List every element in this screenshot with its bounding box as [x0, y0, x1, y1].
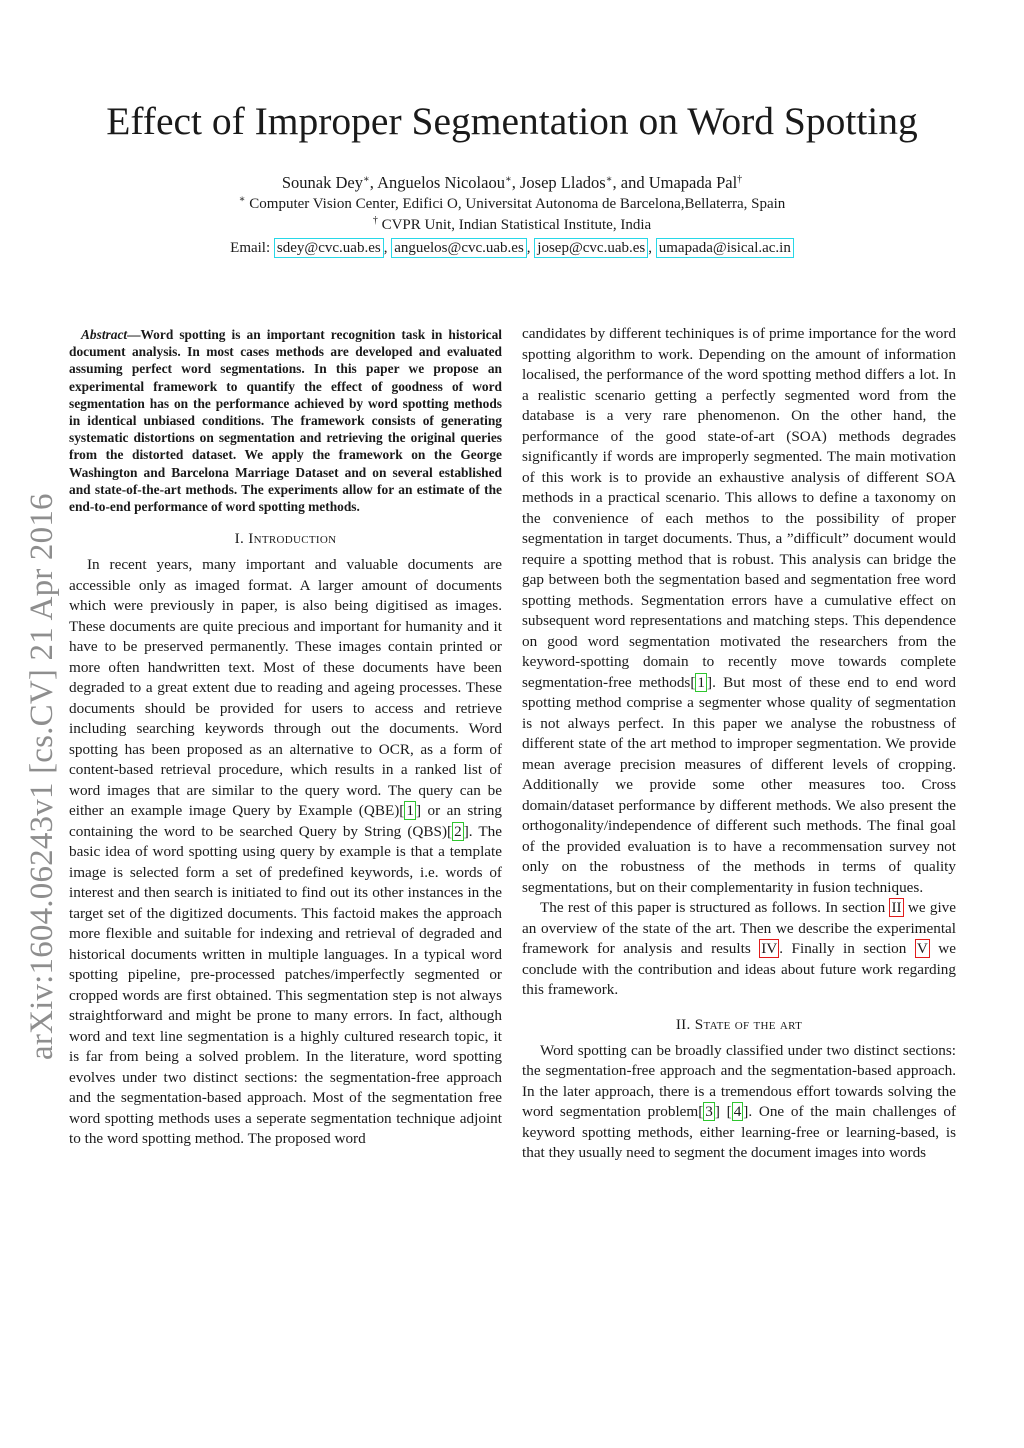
email-link[interactable]: umapada@isical.ac.in	[656, 238, 794, 258]
section-reference-link[interactable]: IV	[761, 940, 778, 957]
paragraph-text: we conclude with the contribution and ideas about future work regarding this framework.	[522, 940, 956, 998]
paragraph-text: In recent years, many important and valuable documents are accessible only as imaged format. A larger amount of documents which were previously in paper, is also being digitised as images. These documents are quite precious and important for humanity and it have to be preserved permanently. These images contain printed or more often handwritten text. Most of these documents have been degraded to a great extent due to reading and ageing processes. These documents should be provided for users to access and retrieve including searching keywords through out the documents. Word spotting has been proposed as an alternative to OCR, as a form of content-based retrieval procedure, which results in a ranked list of word images that are similar to the query word. The query can be either an example image Query by Example (QBE)	[69, 556, 502, 820]
section-heading-introduction: I. Introduction	[234, 530, 337, 548]
abstract-text: Word spotting is an important recognition task in historical document analysis. In most cases methods are developed and evaluated assuming perfect word segmentations. In this paper we propose an experimental framework to quantify the effect of goodness of word segmentation has on the performance achieved by word spotting methods in identical unbiased conditions. The framework consists of generating systematic distortions on segmentation and retrieving the original queries from the distorted dataset. We apply the framework on the George Washington and Barcelona Marriage Dataset and on several established and state-of-the-art methods. The experiments allow for an estimate of the end-to-end performance of word spotting methods.	[69, 327, 502, 515]
arxiv-identifier: arXiv:1604.06243v1 [cs.CV] 21 Apr 2016	[24, 493, 60, 1060]
author-separator: , and	[612, 173, 649, 192]
paragraph-text	[720, 1103, 727, 1120]
paragraph-text: candidates by different techiniques is of prime importance for the word spotting algorithm to work. Depending on the amount of information localised, the performance of the word spotting method differs a lot. In a realistic scenario getting a perfectly segmented word from the database is a very rare phenomenon. On the other hand, the performance of the good state-of-art (SOA) methods degrades significantly if words are improperly segmented. The main motivation of this work is to provide an exhaustive analysis of different SOA methods in a practical scenario. This allows to define a taxonomy on the convenience of each methos to the possibility of proper segmentation in target documents. Thus, a ”difficult” document would require a spotting method that is robust. This analysis can bridge the gap between both the segmentation based and segmentation free word spotting methods. Segmentation errors have a cumulative effect on subsequent word representations and matching steps. This dependence on good word segmentation motivated the researchers from the keyword-spotting domain to recently move towards complete segmentation-free methods	[522, 325, 956, 691]
paragraph-text: Word spotting can be broadly classified under two distinct sections: the segmentation-free approach and the segmentation-based approach. In the later approach, there is a tremendous effort towards solving the word segmentation problem	[522, 1041, 956, 1120]
intro-paragraph: In recent years, many important and valuable documents are accessible only as imaged format. A larger amount of documents which were previously in paper, is also being digitised as images. These documents are quite precious and important for humanity and it have to be preserved permanently. These images contain printed or more often handwritten text. Most of these documents have been degraded to a great extent due to reading and ageing processes. These documents should be provided for users to access and retrieve including searching keywords through out the documents. Word spotting has been proposed as an alternative to OCR, as a form of content-based retrieval procedure, which results in a ranked list of word images that are similar to the query word. The query can be either an example image Query by Example (QBE)[ 1 ] or an string containing the word to be searched Query by String (QBS)[ 2 ]. The basic idea of word spotting using query by example is that a template image is selected form a set of predefined keywords, i.e. words of interest and then search is initiated to find out its other instances in the target set of the digitized documents. This factoid makes the approach more flexible and suitable for indexing and retrieval of degraded and historical documents written in multiple languages. In a typical word spotting pipeline, pre-processed patches/imperfectly segmented or cropped words are first obtained. This segmentation step is not always straightforward and might be prone to many errors. In fact, although word and text line segmentation is a highly cultured research topic, it is far from being a solved problem. In the literature, word spotting evolves under two distinct sections: the segmentation-free approach and the segmentation-based approach. Most of the segmentation free word spotting methods uses a seperate segmentation technique adjoint to the word spotting method. The proposed word	[69, 556, 503, 1148]
abstract	[69, 326, 502, 515]
citation-link[interactable]: 4	[733, 1103, 742, 1120]
email-link[interactable]: josep@cvc.uab.es	[534, 238, 648, 258]
abstract-label: Abstract	[81, 327, 128, 342]
citation-link[interactable]: 1	[406, 802, 414, 820]
author-name: Josep Llados	[520, 173, 606, 192]
intro-paragraph-continued: candidates by different techiniques is of prime importance for the word spotting algorithm to work. Depending on the amount of information localised, the performance of the word spotting method differs a lot. In a realistic scenario getting a perfectly segmented word from the database is a very rare phenomenon. On the other hand, the performance of the good state-of-art (SOA) methods degrades significantly if words are improperly segmented. The main motivation of this work is to provide an exhaustive analysis of different SOA methods in a practical scenario. This allows to define a taxonomy on the convenience of each methos to the possibility of proper segmentation in target documents. Thus, a ”difficult” document would require a spotting method that is robust. This analysis can bridge the gap between both the segmentation based and segmentation free word spotting methods. Segmentation errors have a cumulative effect on subsequent word representations and matching steps. This dependence on good word segmentation motivated the researchers from the keyword-spotting domain to recently move towards complete segmentation-free methods[ 1 ]. But most of these end to end word spotting method comprise a segmenter whose quality of segmentation is not always perfect. In this paper we analyse the robustness of different state of the art method to improper segmentation. We provide mean average precision measures of different levels of cropping. Additionally we provide some other measures too. Cross domain/dataset performance by different methods. We also present the orthogonality/independence of different such methods. The final goal of the provided evaluation is to have a recommensation survey not only on the robustness of the methods in terms of quality segmentations, but on their complementarity in fusion techniques.	[522, 325, 956, 896]
email-label: Email:	[230, 240, 271, 256]
affil-mark: ∗	[504, 174, 512, 185]
paragraph-text: we give an overview of the state of the art. Then we describe the experimental framework for analysis and results	[522, 899, 957, 957]
structure-paragraph	[522, 898, 956, 1001]
section-heading-state-of-the-art: II. State of the art	[675, 1015, 803, 1033]
paragraph-text: . One of the main challenges of keyword spotting methods, either learning-free or learning-based, is that they usually need to segment the document images into words	[522, 1103, 956, 1161]
sota-paragraph: Word spotting can be broadly classified under two distinct sections: the segmentation-free approach and the segmentation-based approach. In the later approach, there is a tremendous effort towards solving the word segmentation problem[ 3 ] [ 4 ]. One of the main challenges of keyword spotting methods, either learning-free or learning-based, is that they usually need to segment the document images into words	[522, 1041, 956, 1161]
citation-link[interactable]: 3	[705, 1103, 713, 1120]
section-reference-link[interactable]: V	[916, 940, 928, 957]
affil-mark: ∗	[605, 174, 613, 185]
citation-link[interactable]: 1	[697, 673, 705, 691]
affiliation-2	[0, 215, 1024, 235]
affil-mark: †	[372, 215, 378, 226]
affiliation-1	[0, 194, 1024, 214]
author-separator: ,	[369, 173, 378, 192]
affiliation-text: CVPR Unit, Indian Statistical Institute, India	[381, 217, 652, 233]
abstract-dash: —	[127, 327, 141, 342]
email-link[interactable]: anguelos@cvc.uab.es	[391, 238, 527, 258]
author-separator: ,	[511, 173, 521, 192]
author-name: Umapada Pal	[648, 173, 738, 192]
right-column	[522, 324, 956, 1164]
author-name: Anguelos Nicolaou	[377, 173, 505, 192]
left-column	[69, 324, 502, 1150]
paragraph-text: or an string containing the word to be searched Query by String (QBS)	[69, 802, 502, 840]
affil-mark: ∗	[362, 174, 370, 185]
affil-mark: †	[737, 174, 743, 185]
email-row: Email: sdey@cvc.uab.es , anguelos@cvc.uab.es , josep@cvc.uab.es , umapada@isical.ac.in	[0, 237, 1024, 259]
citation-link[interactable]: 2	[454, 822, 462, 840]
author-name: Sounak Dey	[281, 173, 363, 192]
section-reference-link[interactable]: II	[891, 899, 902, 916]
paragraph-text: . The basic idea of word spotting using query by example is that a template image is selected form a set of predefined keywords, i.e. words of interest and then search is initiated to find out its other instances in the target set of the digitized documents. This factoid makes the approach more flexible and suitable for indexing and retrieval of degraded and historical documents written in multiple languages. In a typical word spotting pipeline, pre-processed patches/imperfectly segmented or cropped words are first obtained. This segmentation step is not always straightforward and might be prone to many errors. In fact, although word and text line segmentation is a highly cultured research topic, it is far from being a solved problem. In the literature, word spotting evolves under two distinct sections: the segmentation-free approach and the segmentation-based approach. Most of the segmentation free word spotting methods uses a seperate segmentation technique adjoint to the word spotting method. The proposed word	[69, 822, 503, 1148]
paragraph-text: . Finally in section	[779, 940, 915, 957]
email-link[interactable]: sdey@cvc.uab.es	[274, 238, 384, 258]
paragraph-text: . But most of these end to end word spotting method comprise a segmenter whose quality of segmentation is not always perfect. In this paper we analyse the robustness of different state of the art method to improper segmentation. We provide mean average precision measures of different levels of cropping. Additionally we provide some other measures too. Cross domain/dataset performance by different methods. We also present the orthogonality/independence of different such methods. The final goal of the provided evaluation is to have a recommensation survey not only on the robustness of the methods in terms of quality segmentations, but on their complementarity in fusion techniques.	[522, 673, 956, 896]
affil-mark: ∗	[238, 194, 246, 205]
paper-title: Effect of Improper Segmentation on Word Spotting	[106, 99, 918, 143]
affiliation-text: Computer Vision Center, Edifici O, Universitat Autonoma de Barcelona,Bellaterra, Spain	[249, 196, 786, 212]
paragraph-text: The rest of this paper is structured as follows. In section	[540, 899, 890, 916]
author-line	[0, 172, 1024, 194]
